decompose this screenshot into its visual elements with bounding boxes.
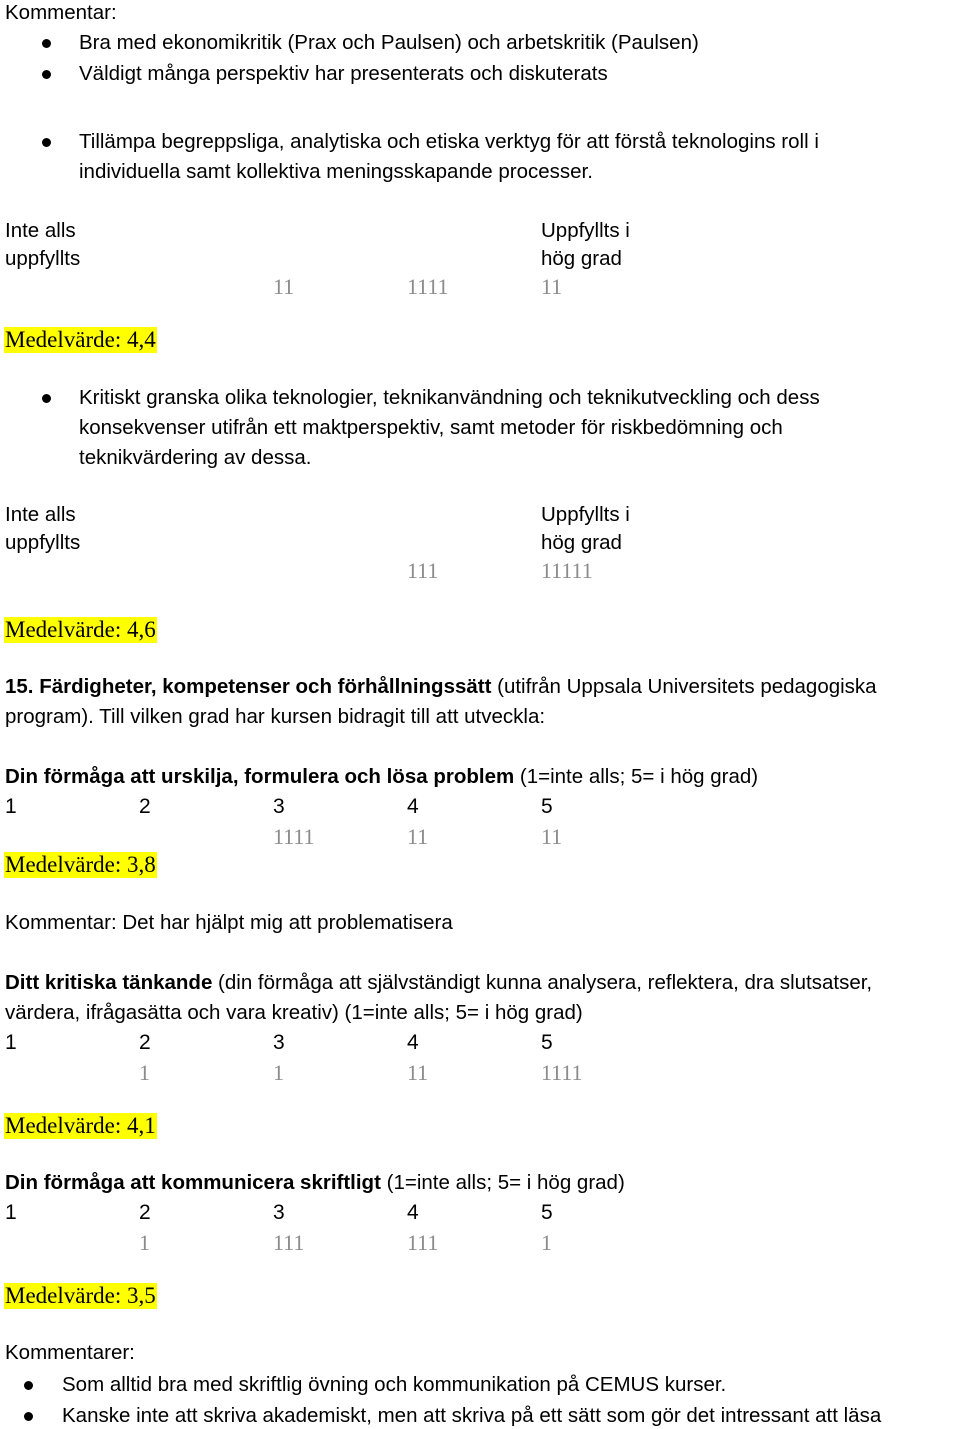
goal-text: individuella samt kollektiva meningsskapande processer. [79, 160, 593, 183]
scale-number: 4 [407, 1031, 419, 1054]
comment-item: Väldigt många perspektiv har presenterats och diskuterats [79, 62, 608, 85]
tally-marks: 1 [273, 1060, 284, 1085]
question-title-bold: Din förmåga att kommunicera skriftligt [5, 1171, 381, 1194]
scale-number: 2 [139, 1201, 151, 1224]
tally-marks: 111 [273, 1230, 305, 1255]
tally-marks: 111 [407, 1230, 439, 1255]
bullet-icon [42, 138, 51, 147]
scale-low-label: Inte alls [5, 503, 76, 526]
scale-number: 3 [273, 795, 285, 818]
scale-low-label: uppfyllts [5, 247, 81, 270]
scale-number: 5 [541, 1201, 553, 1224]
question-title-bold: Din förmåga att urskilja, formulera och lösa problem [5, 765, 515, 788]
question-title [5, 764, 758, 790]
section-heading-rest: (utifrån Uppsala Universitets pedagogiska [491, 675, 877, 698]
mean-value: Medelvärde: 4,1 [5, 1113, 156, 1138]
tally-marks: 1111 [541, 1060, 583, 1085]
question-title-bold: Ditt [5, 971, 45, 994]
section-intro: program). Till vilken grad har kursen bidragit till att utveckla: [5, 705, 546, 728]
mean-value: Medelvärde: 4,4 [5, 327, 156, 352]
question-title-rest: (1=inte alls; 5= i hög grad) [380, 1171, 625, 1194]
question-title-rest: (din förmåga att självständigt kunna analysera, reflektera, dra slutsatser, [212, 971, 873, 994]
tally-marks: 1 [139, 1230, 150, 1255]
comment-item: Som alltid bra med skriftlig övning och kommunikation på CEMUS kurser. [62, 1373, 727, 1396]
mean-value: Medelvärde: 4,6 [5, 617, 156, 642]
mean-value: Medelvärde: 3,5 [5, 1283, 156, 1308]
goal-text: konsekvenser utifrån ett maktperspektiv, samt metoder för riskbedömning och [79, 416, 783, 439]
tally-marks: 1111 [407, 274, 449, 299]
scale-number: 1 [5, 795, 17, 818]
scale-number: 3 [273, 1031, 285, 1054]
scale-high-label: Uppfyllts i [541, 503, 630, 526]
bullet-icon [42, 39, 51, 48]
tally-marks: 111 [407, 558, 439, 583]
question-title-rest: (1=inte alls; 5= i hög grad) [514, 765, 759, 788]
goal-text: Kritiskt granska olika teknologier, teknikanvändning och teknikutveckling och dess [79, 386, 820, 409]
scale-number: 1 [5, 1201, 17, 1224]
tally-marks: 1 [541, 1230, 552, 1255]
scale-number: 1 [5, 1031, 17, 1054]
comment-heading: Kommentarer: [5, 1341, 135, 1364]
scale-number: 4 [407, 1201, 419, 1224]
comment-item: Kanske inte att skriva akademiskt, men att skriva på ett sätt som gör det intressant att läsa [62, 1404, 882, 1427]
bullet-icon [42, 394, 51, 403]
section-heading [5, 674, 877, 700]
tally-marks: 11 [407, 824, 429, 849]
tally-marks: 1 [139, 1060, 150, 1085]
scale-number: 2 [139, 1031, 151, 1054]
comment-text: Kommentar: Det har hjälpt mig att problematisera [5, 911, 453, 934]
goal-text: teknikvärdering av dessa. [79, 446, 312, 469]
scale-number: 4 [407, 795, 419, 818]
section-heading-bold: 15. Färdigheter, kompetenser och förhållningssätt [5, 675, 492, 698]
scale-number: 5 [541, 1031, 553, 1054]
scale-number: 3 [273, 1201, 285, 1224]
tally-marks: 11 [407, 1060, 429, 1085]
scale-high-label: hög grad [541, 531, 622, 554]
comment-item: Bra med ekonomikritik (Prax och Paulsen) och arbetskritik (Paulsen) [79, 31, 699, 54]
question-title-bold: kritiska tänkande [44, 971, 213, 994]
question-title-continued: värdera, ifrågasätta och vara kreativ) (1=inte alls; 5= i hög grad) [5, 1001, 583, 1024]
tally-marks: 11 [273, 274, 295, 299]
tally-marks: 11111 [541, 558, 593, 583]
goal-text: Tillämpa begreppsliga, analytiska och etiska verktyg för att förstå teknologins roll i [79, 130, 819, 153]
scale-number: 2 [139, 795, 151, 818]
question-title [5, 970, 872, 996]
tally-marks: 11 [541, 274, 563, 299]
bullet-icon [24, 1412, 33, 1421]
tally-marks: 11 [541, 824, 563, 849]
scale-high-label: hög grad [541, 247, 622, 270]
mean-value: Medelvärde: 3,8 [5, 852, 156, 877]
scale-high-label: Uppfyllts i [541, 219, 630, 242]
scale-number: 5 [541, 795, 553, 818]
comment-heading: Kommentar: [5, 1, 117, 24]
tally-marks: 1111 [273, 824, 315, 849]
bullet-icon [42, 70, 51, 79]
bullet-icon [24, 1381, 33, 1390]
scale-low-label: Inte alls [5, 219, 76, 242]
scale-low-label: uppfyllts [5, 531, 81, 554]
question-title [5, 1170, 625, 1196]
